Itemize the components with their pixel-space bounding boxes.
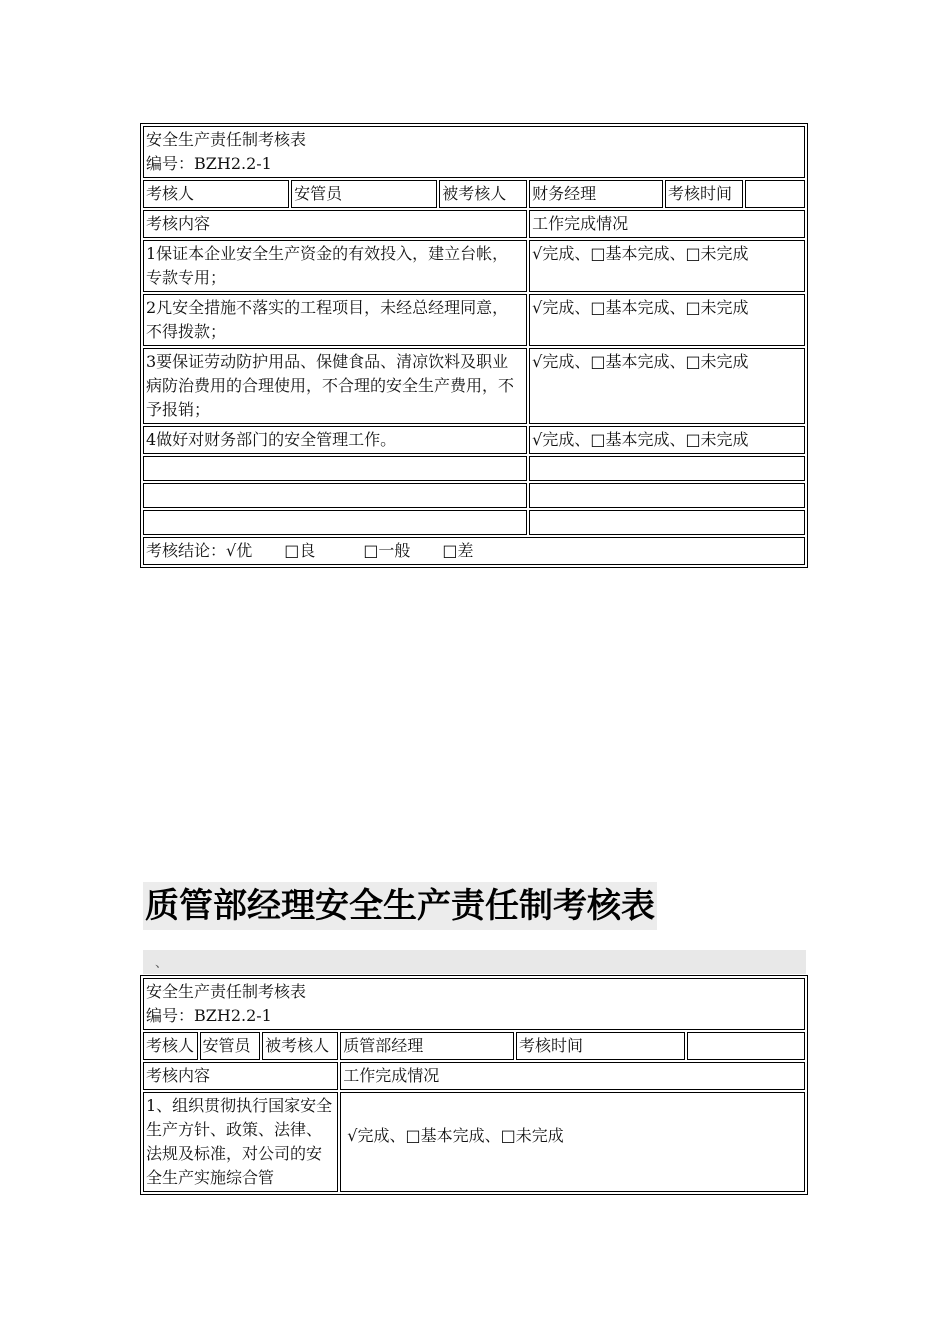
grey-bar-mark: 、 xyxy=(155,956,169,971)
grey-bar xyxy=(143,950,806,974)
table-row-content: 1保证本企业安全生产资金的有效投入，建立台帐，专款专用； xyxy=(143,240,527,292)
header-cell: 考核人 xyxy=(143,1032,198,1060)
table-row-content: 3要保证劳动防护用品、保健食品、清凉饮料及职业病防治费用的合理使用，不合理的安全生产费用，不予报销； xyxy=(143,348,527,424)
empty-cell xyxy=(529,510,805,535)
header-cell: 被考核人 xyxy=(262,1032,338,1060)
table-title: 安全生产责任制考核表 xyxy=(146,130,307,149)
conclusion-row: 考核结论：√优 □良 □一般 □差 xyxy=(143,537,805,565)
table-row-status: √完成、□基本完成、□未完成 xyxy=(529,348,805,424)
header-cell: 安管员 xyxy=(200,1032,261,1060)
table-code: 编号：BZH2.2-1 xyxy=(146,154,272,173)
empty-cell xyxy=(529,456,805,481)
header-cell: 考核时间 xyxy=(516,1032,685,1060)
empty-cell xyxy=(529,483,805,508)
header-cell: 财务经理 xyxy=(529,180,663,208)
table-title-cell xyxy=(143,126,805,178)
header-cell: 安管员 xyxy=(291,180,437,208)
header-cell: 考核时间 xyxy=(665,180,743,208)
header-cell: 考核人 xyxy=(143,180,289,208)
table-row-status: √完成、□基本完成、□未完成 xyxy=(529,240,805,292)
header-cell xyxy=(745,180,805,208)
table-title: 安全生产责任制考核表 xyxy=(146,982,307,1001)
empty-cell xyxy=(143,510,527,535)
table-title-cell xyxy=(143,978,805,1030)
table-row-content: 4做好对财务部门的安全管理工作。 xyxy=(143,426,527,454)
status-label: 工作完成情况 xyxy=(529,210,805,238)
status-label: 工作完成情况 xyxy=(340,1062,805,1090)
table-row-status xyxy=(340,1092,805,1192)
header-cell: 质管部经理 xyxy=(340,1032,514,1060)
table-row-content: 2凡安全措施不落实的工程项目，未经总经理同意，不得拨款； xyxy=(143,294,527,346)
content-label: 考核内容 xyxy=(143,1062,338,1090)
header-cell xyxy=(687,1032,805,1060)
section-heading: 质管部经理安全生产责任制考核表 xyxy=(143,882,657,930)
header-cell: 被考核人 xyxy=(439,180,527,208)
table-code: 编号：BZH2.2-1 xyxy=(146,1006,272,1025)
assessment-table-quality xyxy=(140,975,808,1195)
table-row-content: 1、组织贯彻执行国家安全生产方针、政策、法律、法规及标准，对公司的安全生产实施综合管 xyxy=(143,1092,338,1192)
table-row-status: √完成、□基本完成、□未完成 xyxy=(529,294,805,346)
table-row-status-text: √完成、□基本完成、□未完成 xyxy=(347,1125,564,1145)
assessment-table-finance xyxy=(140,123,808,568)
empty-cell xyxy=(143,456,527,481)
empty-cell xyxy=(143,483,527,508)
table-row-status: √完成、□基本完成、□未完成 xyxy=(529,426,805,454)
content-label: 考核内容 xyxy=(143,210,527,238)
